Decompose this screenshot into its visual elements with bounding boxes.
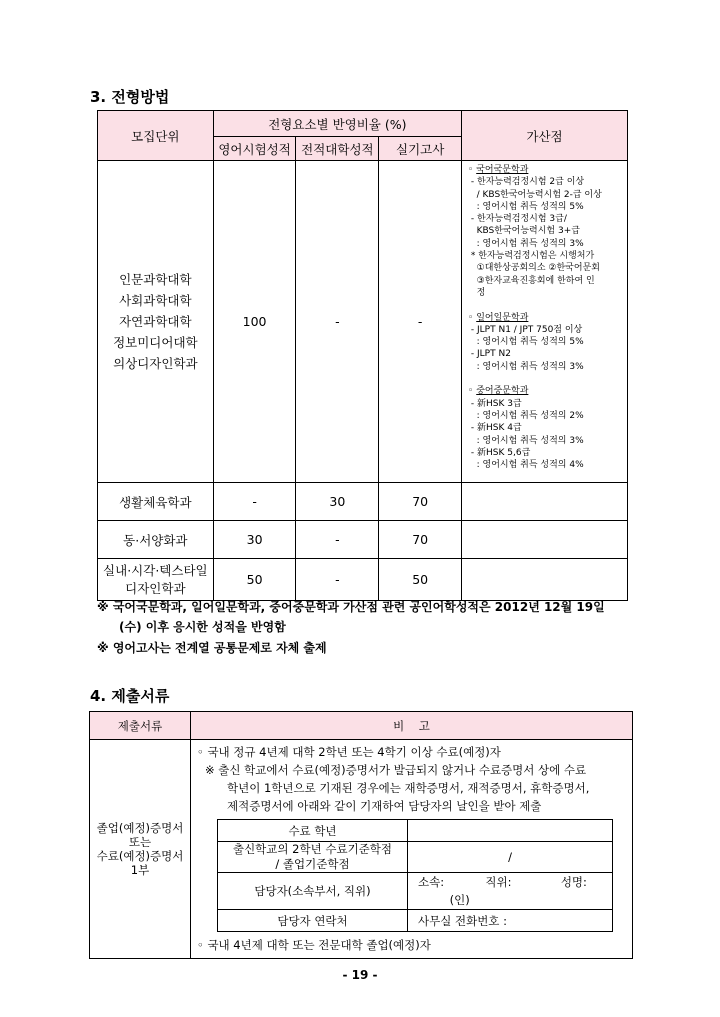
english-cell: 100 <box>213 161 296 483</box>
header-unit: 모집단위 <box>98 111 214 161</box>
header-ratio-group: 전형요소별 반영비율 (%) <box>213 111 461 137</box>
doc-cell <box>90 740 191 959</box>
bonus-line: - 한자능력검정시험 3급/ <box>468 214 567 225</box>
unit-line: 의상디자인학과 <box>113 356 198 371</box>
position-field: 직위: <box>485 875 512 889</box>
bonus-cell-empty <box>462 559 628 601</box>
submission-docs-table <box>89 711 633 959</box>
previous-cell: - <box>296 559 379 601</box>
bonus-line: : 영어시험 취득 성적의 3% <box>468 361 584 372</box>
note-line: ※ 영어고사는 전계열 공통문제로 자체 출제 <box>97 641 327 655</box>
bonus-line <box>468 299 625 311</box>
remark-line: ◦ 국내 4년제 대학 또는 전문대학 졸업(예정)자 <box>197 938 431 952</box>
unit-cell: 동·서양화과 <box>98 521 214 559</box>
previous-cell: - <box>296 521 379 559</box>
remark-line: ◦ 국내 정규 4년제 대학 2학년 또는 4학기 이상 수료(예정)자 <box>197 745 501 759</box>
bonus-line: / KBS한국어능력시험 2-급 이상 <box>468 189 602 200</box>
bonus-cell-empty <box>462 483 628 521</box>
header-doc: 제출서류 <box>90 712 191 740</box>
english-cell: 30 <box>213 521 296 559</box>
bonus-line: ①대한상공회의소 ②한국어문회 <box>468 263 600 274</box>
bonus-line: - JLPT N1 / JPT 750점 이상 <box>468 324 583 335</box>
table-row <box>98 483 628 521</box>
practical-cell: 70 <box>379 521 462 559</box>
header-practical: 실기고사 <box>379 137 462 161</box>
bonus-line <box>468 373 625 385</box>
selection-method-table <box>97 110 628 601</box>
bonus-cell <box>462 161 628 483</box>
doc-line: 또는 <box>128 835 152 849</box>
header-remark: 비 고 <box>191 712 633 740</box>
bonus-line: ◦ 일어일문학과 <box>468 312 529 323</box>
form-value <box>408 820 613 842</box>
english-cell: 50 <box>213 559 296 601</box>
bonus-line: - 新HSK 4급 <box>468 423 522 434</box>
bonus-line: * 한자능력검정시험은 시행처가 <box>468 251 595 262</box>
table-row <box>98 161 628 483</box>
bonus-line: ③한자교육진흥회에 한하여 인 <box>468 275 595 286</box>
bonus-line: - 한자능력검정시험 2급 이상 <box>468 177 585 188</box>
note-line: ※ 국어국문학과, 일어일문학과, 중어중문학과 가산점 관련 공인어학성적은 2012년 12월 19일 <box>97 600 605 614</box>
confirmation-form <box>217 819 613 932</box>
unit-line: 디자인학과 <box>125 580 186 596</box>
bonus-line: - 新HSK 3급 <box>468 398 522 409</box>
header-previous: 전적대학성적 <box>296 137 379 161</box>
practical-cell: - <box>379 161 462 483</box>
form-label-line: 출신학교의 2학년 수료기준학점 <box>232 842 393 856</box>
unit-cell <box>98 559 214 601</box>
form-label: 수료 학년 <box>218 820 408 842</box>
bonus-line: : 영어시험 취득 성적의 3% <box>468 238 584 249</box>
unit-line: 인문과학대학 <box>119 272 192 287</box>
unit-line: 사회과학대학 <box>119 293 192 308</box>
previous-cell: 30 <box>296 483 379 521</box>
bonus-line: ◦ 중어중문학과 <box>468 386 529 397</box>
seal-field: (인) <box>449 893 470 907</box>
bonus-cell-empty <box>462 521 628 559</box>
header-english: 영어시험성적 <box>213 137 296 161</box>
remark-line: ※ 출신 학교에서 수료(예정)증명서가 발급되지 않거나 수료증명서 상에 수료 <box>205 763 587 777</box>
name-field: 성명: <box>560 875 587 889</box>
table-row <box>98 521 628 559</box>
remark-cell <box>191 740 633 959</box>
unit-cell: 생활체육학과 <box>98 483 214 521</box>
form-label-line: / 졸업기준학점 <box>275 857 350 871</box>
unit-line: 실내·시각·텍스타일 <box>103 562 208 578</box>
english-cell: - <box>213 483 296 521</box>
remark-line: 학년이 1학년으로 기재된 경우에는 재학증명서, 재적증명서, 휴학증명서, <box>227 781 590 795</box>
practical-cell: 70 <box>379 483 462 521</box>
header-bonus: 가산점 <box>462 111 628 161</box>
bonus-line: ◦ 국어국문학과 <box>468 165 529 175</box>
form-label: 담당자(소속부서, 직위) <box>218 873 408 910</box>
unit-line: 자연과학대학 <box>119 314 192 329</box>
form-value: 사무실 전화번호 : <box>408 910 613 932</box>
form-label <box>218 842 408 873</box>
previous-cell: - <box>296 161 379 483</box>
bonus-line: - 新HSK 5,6급 <box>468 447 531 458</box>
section4-title: 4. 제출서류 <box>90 687 170 705</box>
form-value: / <box>408 842 613 873</box>
doc-line: 수료(예정)증명서 <box>96 849 184 863</box>
dept-field: 소속: <box>418 875 445 889</box>
form-label: 담당자 연락처 <box>218 910 408 932</box>
doc-line: 1부 <box>130 863 150 877</box>
bonus-line: : 영어시험 취득 성적의 5% <box>468 337 584 348</box>
note-line: (수) 이후 응시한 성적을 반영함 <box>119 620 286 634</box>
bonus-line: 정 <box>468 287 486 298</box>
table-row <box>90 740 633 959</box>
bonus-line: : 영어시험 취득 성적의 4% <box>468 460 584 471</box>
bonus-line: : 영어시험 취득 성적의 5% <box>468 201 584 212</box>
form-value <box>408 873 613 910</box>
practical-cell: 50 <box>379 559 462 601</box>
bonus-line: KBS한국어능력시험 3+급 <box>468 226 580 237</box>
section3-title: 3. 전형방법 <box>90 88 170 106</box>
bonus-line: : 영어시험 취득 성적의 2% <box>468 410 584 421</box>
unit-cell <box>98 161 214 483</box>
page-number: - 19 - <box>342 968 378 982</box>
unit-line: 정보미디어대학 <box>113 335 198 350</box>
bonus-line: : 영어시험 취득 성적의 3% <box>468 435 584 446</box>
bonus-line: - JLPT N2 <box>468 349 511 360</box>
doc-line: 졸업(예정)증명서 <box>96 821 184 835</box>
remark-line: 제적증명서에 아래와 같이 기재하여 담당자의 날인을 받아 제출 <box>227 799 542 813</box>
table-row <box>98 559 628 601</box>
